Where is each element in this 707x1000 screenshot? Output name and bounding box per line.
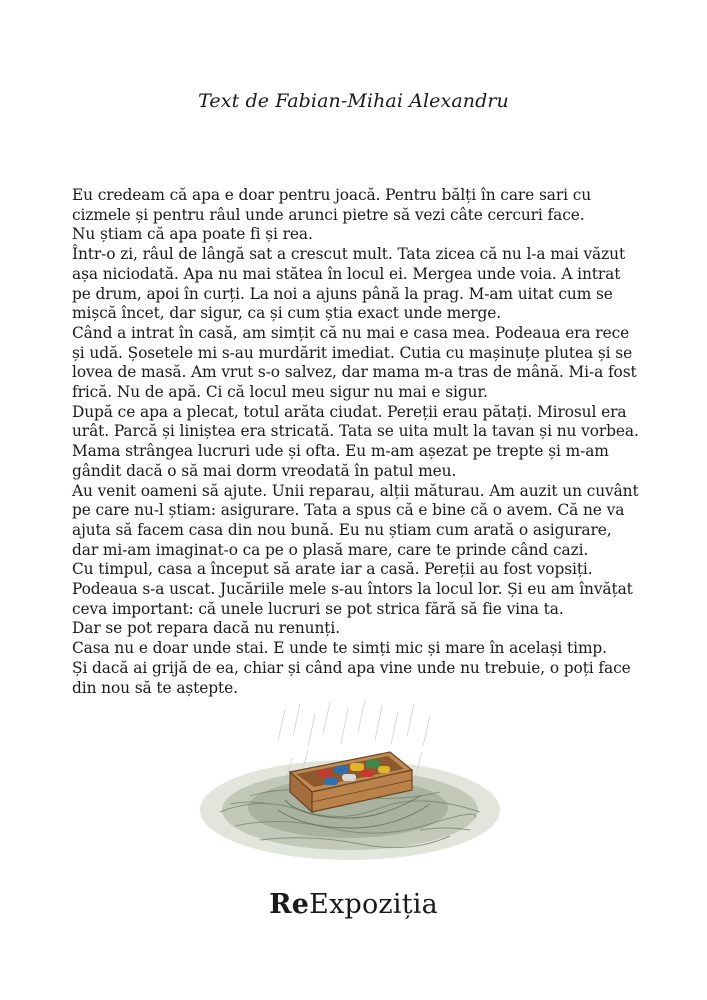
story-paragraph: Au venit oameni să ajute. Unii reparau, alții măturau. Am auzit un cuvânt pe care nu-l știam: asigurare. Tata a spus că e bine că o avem. Că ne va ajuta să facem casa din nou bună. Eu nu știam cum arată o asigurare, dar mi-am imaginat-o ca pe o plasă mare, care te prinde când cazi.: [72, 481, 639, 559]
story-paragraph: Într-o zi, râul de lângă sat a crescut mult. Tata zicea că nu l-a mai văzut așa niciodată. Apa nu mai stătea în locul ei. Mergea unde voia. A intrat pe drum, apoi în curți. La noi a ajuns până la prag. M-am uitat cum se mișcă încet, dar sigur, ca și cum știa exact unde merge.: [72, 245, 626, 323]
story-text: [72, 186, 642, 698]
story-paragraph: După ce apa a plecat, totul arăta ciudat. Pereții erau pătați. Mirosul era urât. Parcă și liniștea era stricată. Tata se uita mult la tavan și nu vorbea. Mama strângea lucruri ude și ofta. Eu m-am așezat pe trepte și m-am gândit dacă o să mai dorm vreodată în patul meu.: [72, 402, 639, 480]
brand-logo: [0, 889, 707, 920]
flood-toy-box-drawing: [190, 700, 510, 870]
flood-illustration: [190, 700, 510, 870]
brand-logo-bold: Re: [269, 889, 310, 920]
story-paragraph: Eu credeam că apa e doar pentru joacă. Pentru bălți în care sari cu cizmele și pentru râul unde arunci pietre să vezi câte cercuri face.: [72, 186, 592, 224]
story-paragraph: Cu timpul, casa a început să arate iar a casă. Pereții au fost vopsiți. Podeaua s-a uscat. Jucăriile mele s-au întors la locul lor. Și eu am învățat ceva important: că unele lucruri se pot strica fără să fie vina ta.: [72, 560, 633, 618]
author-line: Text de Fabian-Mihai Alexandru: [198, 90, 509, 112]
story-paragraph: Când a intrat în casă, am simțit că nu mai e casa mea. Podeaua era rece și udă. Șosetele mi s-au murdărit imediat. Cutia cu mașinuțe plutea și se lovea de masă. Am vrut s-o salvez, dar mama m-a tras de mână. Mi-a fost frică. Nu de apă. Ci că locul meu sigur nu mai e sigur.: [72, 323, 637, 402]
brand-logo-rest: Expoziția: [309, 889, 438, 920]
story-paragraph: Și dacă ai grijă de ea, chiar și când apa vine unde nu trebuie, o poți face din nou să te aștepte.: [72, 658, 631, 697]
story-paragraph: Dar se pot repara dacă nu renunți.: [72, 619, 341, 638]
story-paragraph: Nu știam că apa poate fi și rea.: [72, 225, 313, 244]
story-paragraph: Casa nu e doar unde stai. E unde te simți mic și mare în același timp.: [72, 639, 607, 658]
